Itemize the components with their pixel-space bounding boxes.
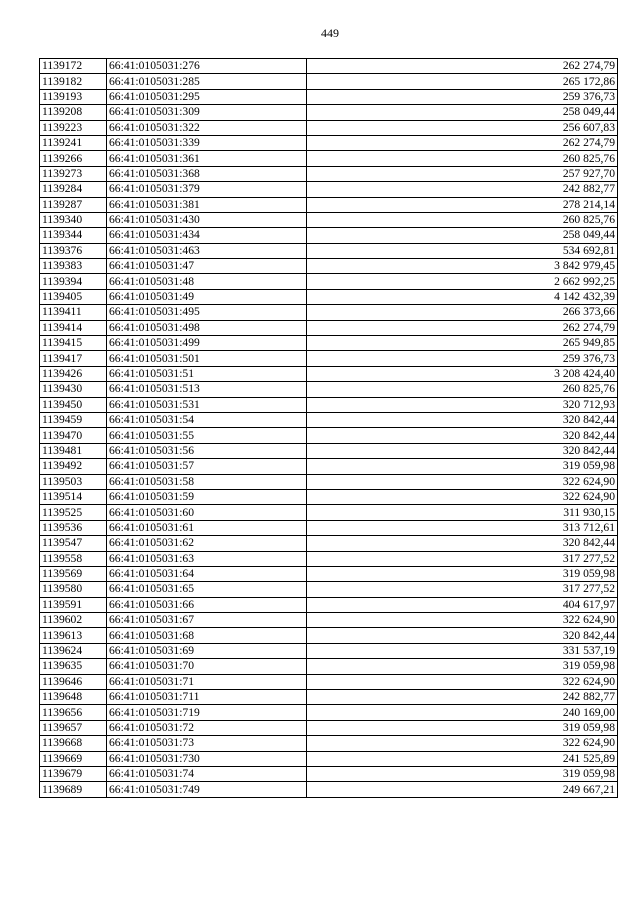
cadastral-value-cell: 265 949,85 [307,336,618,351]
table-row [40,674,618,689]
cadastral-number-cell: 66:41:0105031:62 [107,536,307,551]
cadastral-number-cell: 66:41:0105031:381 [107,197,307,212]
table-row [40,274,618,289]
record-id-cell: 1139405 [40,289,107,304]
record-id-cell: 1139430 [40,382,107,397]
cadastral-value-cell: 311 930,15 [307,505,618,520]
cadastral-value-cell: 319 059,98 [307,766,618,781]
registry-table [39,58,618,798]
record-id-cell: 1139182 [40,74,107,89]
record-id-cell: 1139547 [40,536,107,551]
cadastral-number-cell: 66:41:0105031:730 [107,751,307,766]
cadastral-number-cell: 66:41:0105031:57 [107,459,307,474]
record-id-cell: 1139287 [40,197,107,212]
cadastral-value-cell: 262 274,79 [307,135,618,150]
cadastral-value-cell: 257 927,70 [307,166,618,181]
cadastral-value-cell: 3 208 424,40 [307,366,618,381]
cadastral-value-cell: 317 277,52 [307,582,618,597]
cadastral-number-cell: 66:41:0105031:501 [107,351,307,366]
record-id-cell: 1139411 [40,305,107,320]
table-row [40,736,618,751]
record-id-cell: 1139394 [40,274,107,289]
record-id-cell: 1139646 [40,674,107,689]
record-id-cell: 1139669 [40,751,107,766]
cadastral-number-cell: 66:41:0105031:74 [107,766,307,781]
table-row [40,105,618,120]
cadastral-value-cell: 242 882,77 [307,690,618,705]
cadastral-value-cell: 265 172,86 [307,74,618,89]
cadastral-value-cell: 322 624,90 [307,613,618,628]
cadastral-value-cell: 319 059,98 [307,659,618,674]
cadastral-value-cell: 322 624,90 [307,474,618,489]
cadastral-number-cell: 66:41:0105031:65 [107,582,307,597]
record-id-cell: 1139613 [40,628,107,643]
table-row [40,459,618,474]
cadastral-number-cell: 66:41:0105031:56 [107,443,307,458]
record-id-cell: 1139656 [40,705,107,720]
cadastral-number-cell: 66:41:0105031:749 [107,782,307,797]
record-id-cell: 1139266 [40,151,107,166]
cadastral-value-cell: 404 617,97 [307,597,618,612]
table-row [40,320,618,335]
record-id-cell: 1139525 [40,505,107,520]
record-id-cell: 1139679 [40,766,107,781]
cadastral-number-cell: 66:41:0105031:55 [107,428,307,443]
cadastral-value-cell: 262 274,79 [307,59,618,74]
cadastral-number-cell: 66:41:0105031:276 [107,59,307,74]
cadastral-number-cell: 66:41:0105031:339 [107,135,307,150]
record-id-cell: 1139514 [40,489,107,504]
table-row [40,505,618,520]
cadastral-value-cell: 241 525,89 [307,751,618,766]
table-row [40,566,618,581]
record-id-cell: 1139223 [40,120,107,135]
record-id-cell: 1139193 [40,89,107,104]
record-id-cell: 1139383 [40,259,107,274]
record-id-cell: 1139635 [40,659,107,674]
cadastral-number-cell: 66:41:0105031:285 [107,74,307,89]
cadastral-number-cell: 66:41:0105031:430 [107,212,307,227]
cadastral-value-cell: 320 842,44 [307,443,618,458]
cadastral-value-cell: 320 712,93 [307,397,618,412]
table-row [40,628,618,643]
record-id-cell: 1139481 [40,443,107,458]
cadastral-number-cell: 66:41:0105031:434 [107,228,307,243]
cadastral-value-cell: 278 214,14 [307,197,618,212]
cadastral-value-cell: 320 842,44 [307,536,618,551]
record-id-cell: 1139344 [40,228,107,243]
table-row [40,182,618,197]
registry-table-body [40,59,618,798]
table-row [40,166,618,181]
table-row [40,397,618,412]
table-row [40,428,618,443]
cadastral-value-cell: 258 049,44 [307,105,618,120]
cadastral-number-cell: 66:41:0105031:322 [107,120,307,135]
table-row [40,536,618,551]
cadastral-number-cell: 66:41:0105031:309 [107,105,307,120]
cadastral-value-cell: 319 059,98 [307,566,618,581]
table-row [40,551,618,566]
cadastral-number-cell: 66:41:0105031:531 [107,397,307,412]
cadastral-number-cell: 66:41:0105031:495 [107,305,307,320]
cadastral-number-cell: 66:41:0105031:47 [107,259,307,274]
table-row [40,197,618,212]
cadastral-value-cell: 240 169,00 [307,705,618,720]
record-id-cell: 1139426 [40,366,107,381]
table-row [40,582,618,597]
table-row [40,228,618,243]
cadastral-number-cell: 66:41:0105031:719 [107,705,307,720]
cadastral-number-cell: 66:41:0105031:70 [107,659,307,674]
table-row [40,289,618,304]
table-row [40,366,618,381]
table-row [40,74,618,89]
cadastral-value-cell: 322 624,90 [307,674,618,689]
record-id-cell: 1139450 [40,397,107,412]
cadastral-number-cell: 66:41:0105031:69 [107,643,307,658]
table-row [40,59,618,74]
table-row [40,382,618,397]
cadastral-value-cell: 260 825,76 [307,382,618,397]
cadastral-number-cell: 66:41:0105031:54 [107,412,307,427]
record-id-cell: 1139414 [40,320,107,335]
cadastral-number-cell: 66:41:0105031:368 [107,166,307,181]
record-id-cell: 1139602 [40,613,107,628]
cadastral-value-cell: 256 607,83 [307,120,618,135]
cadastral-value-cell: 4 142 432,39 [307,289,618,304]
cadastral-number-cell: 66:41:0105031:60 [107,505,307,520]
cadastral-value-cell: 259 376,73 [307,89,618,104]
table-row [40,782,618,797]
cadastral-number-cell: 66:41:0105031:48 [107,274,307,289]
record-id-cell: 1139172 [40,59,107,74]
cadastral-number-cell: 66:41:0105031:51 [107,366,307,381]
table-row [40,659,618,674]
table-row [40,259,618,274]
cadastral-value-cell: 2 662 992,25 [307,274,618,289]
cadastral-value-cell: 331 537,19 [307,643,618,658]
record-id-cell: 1139580 [40,582,107,597]
cadastral-value-cell: 534 692,81 [307,243,618,258]
table-row [40,351,618,366]
record-id-cell: 1139273 [40,166,107,181]
table-row [40,643,618,658]
record-id-cell: 1139503 [40,474,107,489]
cadastral-value-cell: 320 842,44 [307,428,618,443]
cadastral-number-cell: 66:41:0105031:379 [107,182,307,197]
cadastral-number-cell: 66:41:0105031:66 [107,597,307,612]
cadastral-number-cell: 66:41:0105031:295 [107,89,307,104]
cadastral-value-cell: 260 825,76 [307,212,618,227]
record-id-cell: 1139340 [40,212,107,227]
table-row [40,766,618,781]
record-id-cell: 1139492 [40,459,107,474]
table-row [40,120,618,135]
record-id-cell: 1139208 [40,105,107,120]
cadastral-number-cell: 66:41:0105031:498 [107,320,307,335]
cadastral-number-cell: 66:41:0105031:711 [107,690,307,705]
record-id-cell: 1139417 [40,351,107,366]
cadastral-number-cell: 66:41:0105031:58 [107,474,307,489]
table-row [40,212,618,227]
table-row [40,243,618,258]
cadastral-number-cell: 66:41:0105031:72 [107,720,307,735]
cadastral-number-cell: 66:41:0105031:63 [107,551,307,566]
record-id-cell: 1139376 [40,243,107,258]
record-id-cell: 1139558 [40,551,107,566]
table-row [40,89,618,104]
cadastral-value-cell: 266 373,66 [307,305,618,320]
cadastral-value-cell: 313 712,61 [307,520,618,535]
cadastral-number-cell: 66:41:0105031:513 [107,382,307,397]
record-id-cell: 1139470 [40,428,107,443]
record-id-cell: 1139284 [40,182,107,197]
record-id-cell: 1139648 [40,690,107,705]
cadastral-value-cell: 259 376,73 [307,351,618,366]
cadastral-value-cell: 258 049,44 [307,228,618,243]
table-row [40,474,618,489]
record-id-cell: 1139668 [40,736,107,751]
table-row [40,720,618,735]
table-row [40,705,618,720]
table-row [40,151,618,166]
cadastral-number-cell: 66:41:0105031:361 [107,151,307,166]
cadastral-value-cell: 242 882,77 [307,182,618,197]
cadastral-number-cell: 66:41:0105031:64 [107,566,307,581]
cadastral-number-cell: 66:41:0105031:73 [107,736,307,751]
cadastral-number-cell: 66:41:0105031:59 [107,489,307,504]
table-row [40,443,618,458]
table-row [40,520,618,535]
record-id-cell: 1139591 [40,597,107,612]
cadastral-number-cell: 66:41:0105031:61 [107,520,307,535]
cadastral-number-cell: 66:41:0105031:49 [107,289,307,304]
cadastral-value-cell: 262 274,79 [307,320,618,335]
cadastral-number-cell: 66:41:0105031:67 [107,613,307,628]
table-row [40,305,618,320]
record-id-cell: 1139569 [40,566,107,581]
table-row [40,751,618,766]
cadastral-value-cell: 260 825,76 [307,151,618,166]
page-number: 449 [321,26,339,40]
record-id-cell: 1139459 [40,412,107,427]
cadastral-value-cell: 320 842,44 [307,628,618,643]
cadastral-value-cell: 320 842,44 [307,412,618,427]
cadastral-value-cell: 3 842 979,45 [307,259,618,274]
table-row [40,690,618,705]
record-id-cell: 1139657 [40,720,107,735]
record-id-cell: 1139689 [40,782,107,797]
cadastral-value-cell: 319 059,98 [307,720,618,735]
table-row [40,613,618,628]
record-id-cell: 1139241 [40,135,107,150]
table-row [40,336,618,351]
cadastral-value-cell: 317 277,52 [307,551,618,566]
cadastral-value-cell: 322 624,90 [307,736,618,751]
cadastral-number-cell: 66:41:0105031:68 [107,628,307,643]
cadastral-number-cell: 66:41:0105031:463 [107,243,307,258]
cadastral-value-cell: 319 059,98 [307,459,618,474]
record-id-cell: 1139536 [40,520,107,535]
table-row [40,135,618,150]
cadastral-number-cell: 66:41:0105031:71 [107,674,307,689]
record-id-cell: 1139415 [40,336,107,351]
table-row [40,489,618,504]
record-id-cell: 1139624 [40,643,107,658]
cadastral-value-cell: 322 624,90 [307,489,618,504]
table-row [40,412,618,427]
cadastral-number-cell: 66:41:0105031:499 [107,336,307,351]
table-row [40,597,618,612]
cadastral-value-cell: 249 667,21 [307,782,618,797]
